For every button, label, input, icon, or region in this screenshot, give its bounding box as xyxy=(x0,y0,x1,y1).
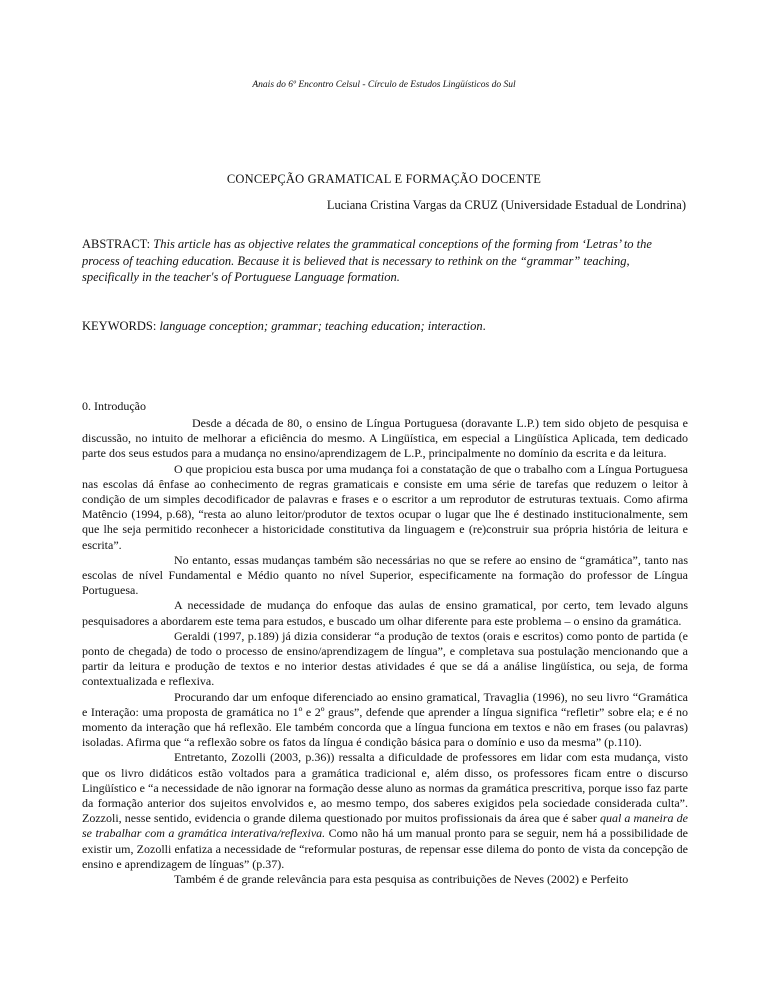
paragraph-4: A necessidade de mudança do enfoque das aulas de ensino gramatical, por certo, tem levado alguns pesquisadores a abordarem este tema para estudos, e buscado um olhar diferente para este problema – o ensino da gramática. xyxy=(82,598,688,628)
keywords xyxy=(82,319,688,334)
abstract xyxy=(82,236,688,286)
paragraph-5: Geraldi (1997, p.189) já dizia considerar “a produção de textos (orais e escritos) como ponto de partida (e ponto de chegada) de todo o processo de ensino/aprendizagem de língua”, e completava sua postulação mencionando que a partir da leitura e produção de textos e no interior destas atividades é que se dá a análise lingüística, ou seja, de forma contextualizada e reflexiva. xyxy=(82,628,688,689)
paragraph-2: O que propiciou esta busca por uma mudança foi a constatação de que o trabalho com a Língua Portuguesa nas escolas dá ênfase ao conhecimento de regras gramaticais e consiste em uma série de tarefas que reduzem o leitor à condição de um simples decodificador de palavras e frases e o escritor a um reprodutor de estruturas textuais. Como afirma Matêncio (1994, p.68), “resta ao aluno leitor/produtor de textos ocupar o lugar que lhe é destinado institucionalmente, sem que lhe seja permitido reconhecer a historicidade constitutiva da linguagem e (re)construir sua própria história de leitura e escrita”. xyxy=(82,461,688,552)
paper-title: CONCEPÇÃO GRAMATICAL E FORMAÇÃO DOCENTE xyxy=(226,172,542,186)
section-heading: 0. Introdução xyxy=(82,399,146,413)
paragraph-8: Também é de grande relevância para esta pesquisa as contribuições de Neves (2002) e Perfeito xyxy=(174,872,629,887)
paragraph-7-part-b: Como não há um manual pronto para se seguir, nem há a possibilidade de existir um, Zozolli enfatiza a necessidade de “reformular posturas, de repensar esse dilema do ponto de vista da concepção de ensino e aprendizagem de línguas” (p.37). xyxy=(82,826,688,871)
abstract-text: This article has as objective relates the grammatical conceptions of the forming from ‘Letras’ to the process of teaching education. Because it is believed that is necessary to rethink on the “grammar” teaching, specifically in the teacher's of Portuguese Language formation. xyxy=(82,237,652,284)
running-head: Anais do 6º Encontro Celsul - Círculo de Estudos Lingüísticos do Sul xyxy=(252,80,516,90)
body-text xyxy=(82,416,688,887)
keywords-end: . xyxy=(482,319,486,333)
keywords-text: language conception; grammar; teaching education; interaction xyxy=(159,319,483,333)
keywords-label: KEYWORDS: xyxy=(82,319,157,333)
paragraph-6: Procurando dar um enfoque diferenciado ao ensino gramatical, Travaglia (1996), no seu livro “Gramática e Interação: uma proposta de gramática no 1º e 2º graus”, defende que aprender a língua significa “refletir” sobre ela; e é no momento da interação que há reflexão. Ele também concorda que a língua funciona em textos e não em frases (ou palavras) isoladas. Afirma que “a reflexão sobre os fatos da língua é condição básica para o domínio e uso da mesma” (p.110). xyxy=(82,689,688,750)
paragraph-3: No entanto, essas mudanças também são necessárias no que se refere ao ensino de “gramática”, tanto nas escolas de nível Fundamental e Médio quanto no nível Superior, especificamente na formação do professor de Língua Portuguesa. xyxy=(82,552,688,598)
paragraph-1: Desde a década de 80, o ensino de Língua Portuguesa (doravante L.P.) tem sido objeto de pesquisa e discussão, no intuito de melhorar a eficiência do mesmo. A Lingüística, em especial a Lingüística Aplicada, tem dedicado parte dos seus estudos para a mudança no ensino/aprendizagem de L.P., principalmente no domínio da escrita e da leitura. xyxy=(82,416,688,461)
paragraph-7-part-a: Entretanto, Zozolli (2003, p.36)) ressalta a dificuldade de professores em lidar com esta mudança, visto que os livro didáticos estão voltados para a gramática tradicional e, além disso, os professores ficam entre o discurso Lingüístico e “a necessidade de não ignorar na formação desse aluno as normas da gramática prescritiva, porque isso faz parte da formação anterior dos sujeitos envolvidos e, ao mesmo tempo, dos saberes exigidos pela sociedade considerada culta”. Zozzoli, nesse sentido, evidencia o grande dilema questionado por muitos profissionais da área que é saber xyxy=(82,750,688,826)
paragraph-7 xyxy=(82,750,688,872)
paragraph-7-italic: qual a maneira de se trabalhar com a gramática interativa/reflexiva. xyxy=(82,811,689,841)
abstract-label: ABSTRACT: xyxy=(82,237,151,251)
author-line: Luciana Cristina Vargas da CRUZ (Universidade Estadual de Londrina) xyxy=(326,198,686,212)
